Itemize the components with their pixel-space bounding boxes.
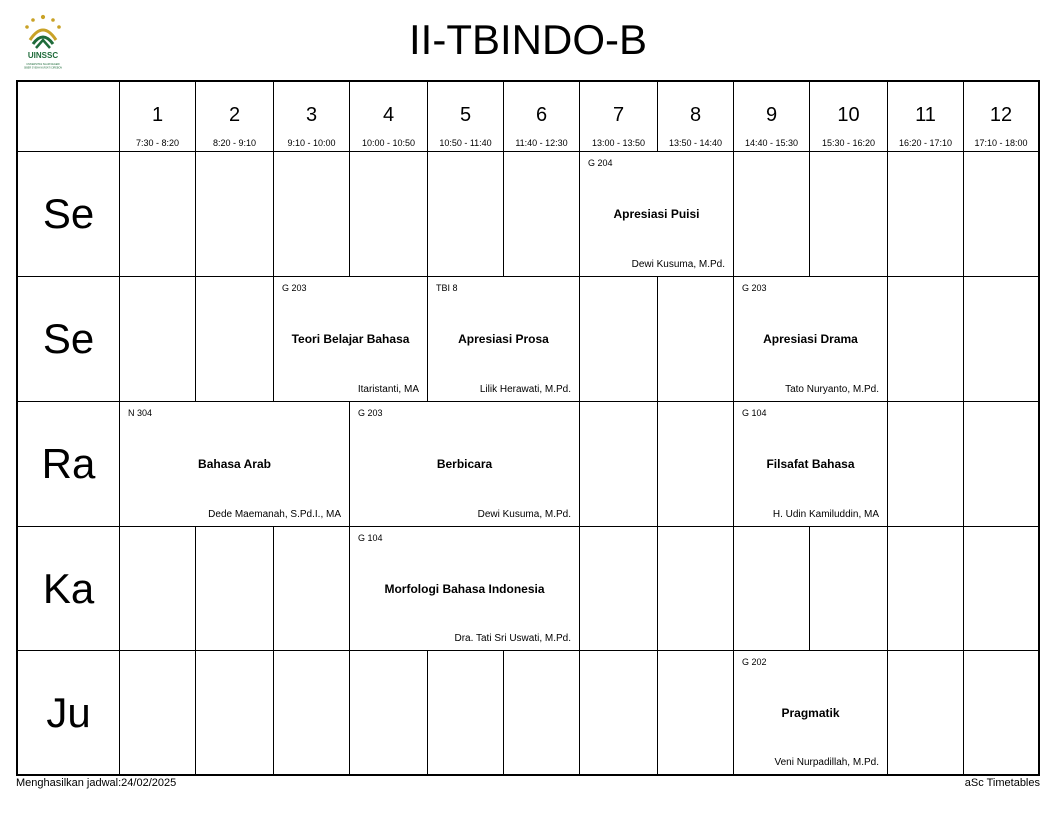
period-number: 3 (305, 104, 318, 126)
empty-slot (120, 527, 196, 651)
empty-slot (580, 527, 658, 651)
empty-slot (658, 651, 734, 774)
lesson-card (580, 152, 734, 277)
lesson-card (274, 277, 428, 402)
period-header (658, 82, 734, 152)
empty-slot (580, 651, 658, 774)
svg-text:UNIVERSITAS ISLAM NEGERI: UNIVERSITAS ISLAM NEGERI (26, 63, 60, 66)
empty-slot (196, 651, 274, 774)
lesson-room: G 203 (742, 283, 767, 293)
lesson-subject: Morfologi Bahasa Indonesia (384, 581, 545, 596)
period-time: 8:20 - 9:10 (212, 138, 257, 148)
period-number: 8 (689, 104, 702, 126)
period-header (428, 82, 504, 152)
generated-date: Menghasilkan jadwal:24/02/2025 (16, 777, 177, 789)
lesson-subject: Apresiasi Puisi (613, 207, 700, 221)
period-time: 10:50 - 11:40 (439, 138, 492, 148)
empty-slot (964, 402, 1038, 527)
empty-slot (964, 651, 1038, 774)
empty-slot (888, 277, 964, 402)
lesson-room: G 104 (742, 408, 767, 418)
lesson-room: G 204 (588, 158, 613, 168)
lesson-teacher: Dewi Kusuma, M.Pd. (477, 509, 571, 520)
period-header (274, 82, 350, 152)
period-number: 9 (765, 104, 778, 126)
period-header (810, 82, 888, 152)
lesson-room: G 202 (742, 657, 767, 667)
period-number: 10 (837, 104, 860, 126)
period-header (350, 82, 428, 152)
lesson-card (350, 402, 580, 527)
empty-slot (810, 527, 888, 651)
empty-slot (658, 527, 734, 651)
empty-slot (964, 152, 1038, 277)
lesson-room: G 203 (358, 408, 383, 418)
lesson-subject: Filsafat Bahasa (766, 457, 855, 471)
lesson-room: N 304 (128, 408, 153, 418)
empty-slot (120, 651, 196, 774)
period-number: 5 (459, 104, 472, 126)
lesson-subject: Bahasa Arab (198, 457, 271, 471)
day-label-cell: Ra (18, 402, 120, 527)
period-header (734, 82, 810, 152)
lesson-card (120, 402, 350, 527)
empty-slot (350, 651, 428, 774)
empty-slot (120, 277, 196, 402)
empty-slot (810, 152, 888, 277)
lesson-teacher: Dra. Tati Sri Uswati, M.Pd. (454, 633, 571, 644)
lesson-card (350, 527, 580, 651)
empty-slot (888, 152, 964, 277)
empty-slot (196, 277, 274, 402)
period-number: 2 (228, 104, 241, 126)
corner-cell (18, 82, 120, 152)
app-credit: aSc Timetables (964, 777, 1040, 789)
lesson-teacher: Tato Nuryanto, M.Pd. (785, 384, 879, 395)
empty-slot (964, 527, 1038, 651)
lesson-card (428, 277, 580, 402)
period-number: 12 (989, 104, 1013, 126)
empty-slot (658, 402, 734, 527)
empty-slot (504, 651, 580, 774)
empty-slot (580, 277, 658, 402)
empty-slot (888, 527, 964, 651)
period-time: 11:40 - 12:30 (515, 138, 568, 148)
day-label-cell: Ka (18, 527, 120, 651)
period-header (888, 82, 964, 152)
lesson-teacher: Itaristanti, MA (357, 384, 419, 395)
period-header (196, 82, 274, 152)
empty-slot (196, 527, 274, 651)
period-number: 11 (915, 104, 936, 126)
svg-text:SIBER SYEKH NURJATI CIREBON: SIBER SYEKH NURJATI CIREBON (23, 66, 63, 70)
lesson-subject: Apresiasi Prosa (458, 332, 549, 346)
period-time: 16:20 - 17:10 (898, 138, 953, 148)
period-time: 17:10 - 18:00 (974, 138, 1028, 148)
period-time: 10:00 - 10:50 (361, 138, 416, 148)
empty-slot (428, 152, 504, 277)
lesson-teacher: Veni Nurpadillah, M.Pd. (774, 757, 879, 768)
period-header (964, 82, 1038, 152)
empty-slot (734, 152, 810, 277)
empty-slot (274, 527, 350, 651)
period-number: 7 (612, 104, 625, 126)
empty-slot (196, 152, 274, 277)
empty-slot (274, 152, 350, 277)
empty-slot (734, 527, 810, 651)
period-time: 13:50 - 14:40 (668, 138, 723, 148)
lesson-card (734, 402, 888, 527)
empty-slot (350, 152, 428, 277)
page-title: II-TBINDO-B (409, 16, 647, 63)
day-label-cell: Ju (18, 651, 120, 774)
lesson-card (734, 277, 888, 402)
period-header (580, 82, 658, 152)
empty-slot (274, 651, 350, 774)
period-time: 7:30 - 8:20 (135, 138, 180, 148)
lesson-room: G 104 (358, 533, 383, 543)
lesson-teacher: H. Udin Kamiluddin, MA (772, 509, 879, 520)
empty-slot (580, 402, 658, 527)
empty-slot (888, 402, 964, 527)
period-time: 15:30 - 16:20 (821, 138, 876, 148)
lesson-teacher: Dewi Kusuma, M.Pd. (631, 259, 725, 270)
empty-slot (964, 277, 1038, 402)
period-time: 13:00 - 13:50 (591, 138, 646, 148)
timetable-grid (16, 80, 1040, 776)
lesson-subject: Teori Belajar Bahasa (291, 332, 410, 346)
lesson-card (734, 651, 888, 774)
period-number: 1 (151, 104, 164, 126)
day-label-cell: Se (18, 152, 120, 277)
day-label-cell: Se (18, 277, 120, 402)
period-number: 6 (535, 104, 548, 126)
lesson-subject: Pragmatik (781, 705, 840, 720)
empty-slot (428, 651, 504, 774)
empty-slot (658, 277, 734, 402)
empty-slot (120, 152, 196, 277)
lesson-teacher: Lilik Herawati, M.Pd. (479, 384, 571, 395)
lesson-room: G 203 (282, 283, 307, 293)
period-number: 4 (382, 104, 395, 126)
lesson-subject: Berbicara (436, 457, 493, 471)
lesson-subject: Apresiasi Drama (763, 332, 858, 346)
lesson-teacher: Dede Maemanah, S.Pd.I., MA (208, 509, 341, 520)
period-time: 9:10 - 10:00 (287, 138, 336, 148)
logo-text: UINSSC (27, 51, 59, 60)
empty-slot (504, 152, 580, 277)
period-header (120, 82, 196, 152)
period-header (504, 82, 580, 152)
period-time: 14:40 - 15:30 (744, 138, 799, 148)
lesson-room: TBI 8 (436, 283, 458, 293)
empty-slot (888, 651, 964, 774)
